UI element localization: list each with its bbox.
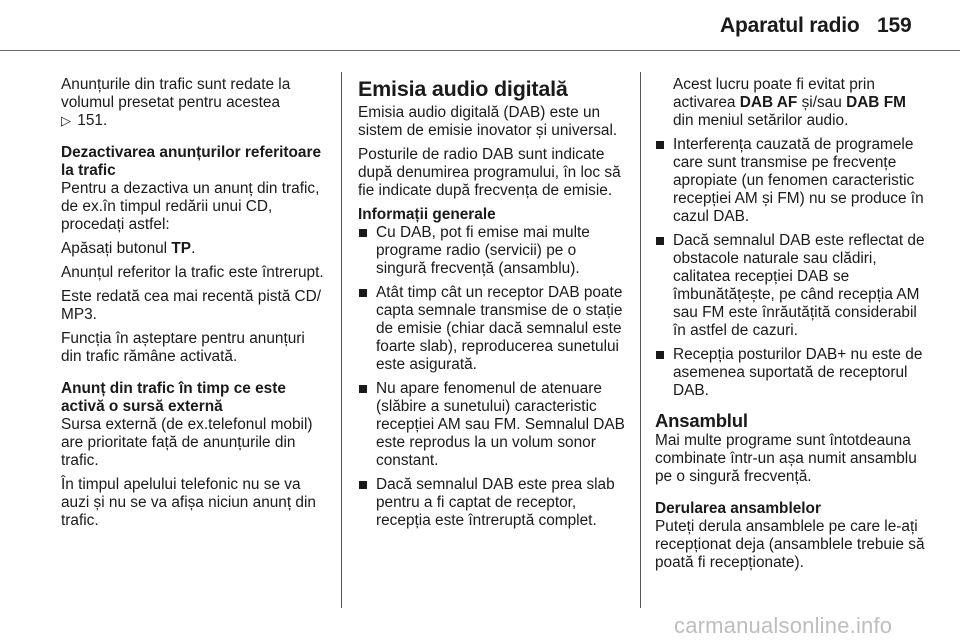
- paragraph-standby: Funcția în așteptare pentru anunțuri din trafic rămâne activată.: [61, 330, 305, 365]
- bullet-square-icon: [359, 481, 367, 489]
- column-divider-left: [341, 72, 342, 608]
- intro-line-2: volumul presetat pentru acestea: [61, 94, 281, 111]
- middle-column: [358, 74, 630, 536]
- subheading-general-info: Informații generale: [358, 206, 496, 223]
- right-column: [655, 76, 927, 578]
- list-item: Recepția posturilor DAB+ nu este de asemenea suportată de receptorul DAB.: [655, 346, 927, 400]
- header-rule: [0, 50, 960, 51]
- page-reference: 151.: [77, 112, 108, 129]
- general-info-list: [358, 224, 630, 530]
- bullet-square-icon: [656, 237, 664, 245]
- paragraph-ensemble: Mai multe programe sunt întotdeauna combinate într-un așa numit ansamblu pe o singură frecvență.: [655, 432, 917, 485]
- page-number: 159: [877, 14, 912, 37]
- dab-fm-label: DAB FM: [846, 94, 906, 111]
- paragraph-press-button: Apăsați butonul TP.: [61, 240, 196, 257]
- page-header-title: Aparatul radio: [720, 14, 860, 37]
- list-item: Dacă semnalul DAB este prea slab pentru a fi captat de receptor, recepția este întreruptă complet.: [358, 476, 630, 530]
- section-title-ensemble: Ansamblul: [655, 410, 748, 431]
- intro-paragraph: [61, 76, 329, 130]
- paragraph-interrupted: Anunțul referitor la trafic este întrerupt.: [61, 264, 324, 281]
- list-item: Nu apare fenomenul de atenuare (slăbire a sunetului) caracteristic recepției AM sau FM. Semnalul DAB este reprodus la un volum sonor constant.: [358, 380, 630, 470]
- paragraph-disable-traffic: Pentru a dezactiva un anunț din trafic, de ex.în timpul redării unui CD, procedați astfel:: [61, 180, 320, 233]
- list-item: Interferența cauzată de programele care sunt transmise pe frecvențe apropiate (un fenomen caracteristic recepției AM și FM) nu se produce în cazul DAB.: [655, 136, 927, 226]
- subheading-ensemble-scroll: Derularea ansamblelor: [655, 500, 821, 517]
- paragraph-dab-names: Posturile de radio DAB sunt indicate după denumirea programului, în loc să fie indicate după frecvența de emisie.: [358, 146, 621, 199]
- list-item: Cu DAB, pot fi emise mai multe programe radio (servicii) pe o singură frecvență (ansamblu).: [358, 224, 630, 278]
- section-title-dab: Emisia audio digitală: [358, 77, 568, 101]
- paragraph-dab-intro: Emisia audio digitală (DAB) este un sistem de emisie inovator și universal.: [358, 104, 618, 139]
- page-reference-arrow-icon: ▷: [61, 113, 71, 128]
- list-item: Dacă semnalul DAB este reflectat de obstacole naturale sau clădiri, calitatea recepției DAB se îmbunătățește, pe când recepția AM sau FM este înrăutățită considerabil în astfel de cazuri.: [655, 232, 927, 340]
- tp-button-label: TP: [171, 240, 192, 257]
- column-divider-right: [640, 72, 641, 608]
- paragraph-external-priority: Sursa externă (de ex.telefonul mobil) are prioritate față de anunțurile din trafic.: [61, 416, 313, 469]
- paragraph-phone-call: În timpul apelului telefonic nu se va auzi și nu se va afișa niciun anunț din trafic.: [61, 476, 316, 529]
- left-column: [61, 76, 329, 536]
- watermark: carmanualsonline.info: [674, 613, 893, 638]
- bullet-square-icon: [359, 229, 367, 237]
- paragraph-cd-track: Este redată cea mai recentă pistă CD/ MP3.: [61, 288, 322, 323]
- intro-line-1: Anunțurile din trafic sunt redate la: [61, 76, 291, 93]
- bullet-square-icon: [656, 351, 664, 359]
- subheading-disable-traffic: Dezactivarea anunțurilor referitoare la trafic: [61, 144, 322, 179]
- dab-af-label: DAB AF: [739, 94, 798, 111]
- bullet-square-icon: [359, 385, 367, 393]
- list-item: Atât timp cât un receptor DAB poate capta semnale transmise de o stație de emisie (chiar dacă semnalul este foarte slab), reproducerea sunetului este asigurată.: [358, 284, 630, 374]
- dab-advantages-list: [655, 136, 927, 400]
- subheading-external-source: Anunț din trafic în timp ce este activă o sursă externă: [61, 380, 286, 415]
- bullet-square-icon: [656, 141, 664, 149]
- bullet-square-icon: [359, 289, 367, 297]
- paragraph-avoid: Acest lucru poate fi evitat prin activarea DAB AF și/sau DAB FM din meniul setărilor audio.: [673, 76, 906, 129]
- paragraph-ensemble-scroll: Puteți derula ansamblele pe care le-ați recepționat deja (ansamblele trebuie să poată fi recepționate).: [655, 518, 925, 571]
